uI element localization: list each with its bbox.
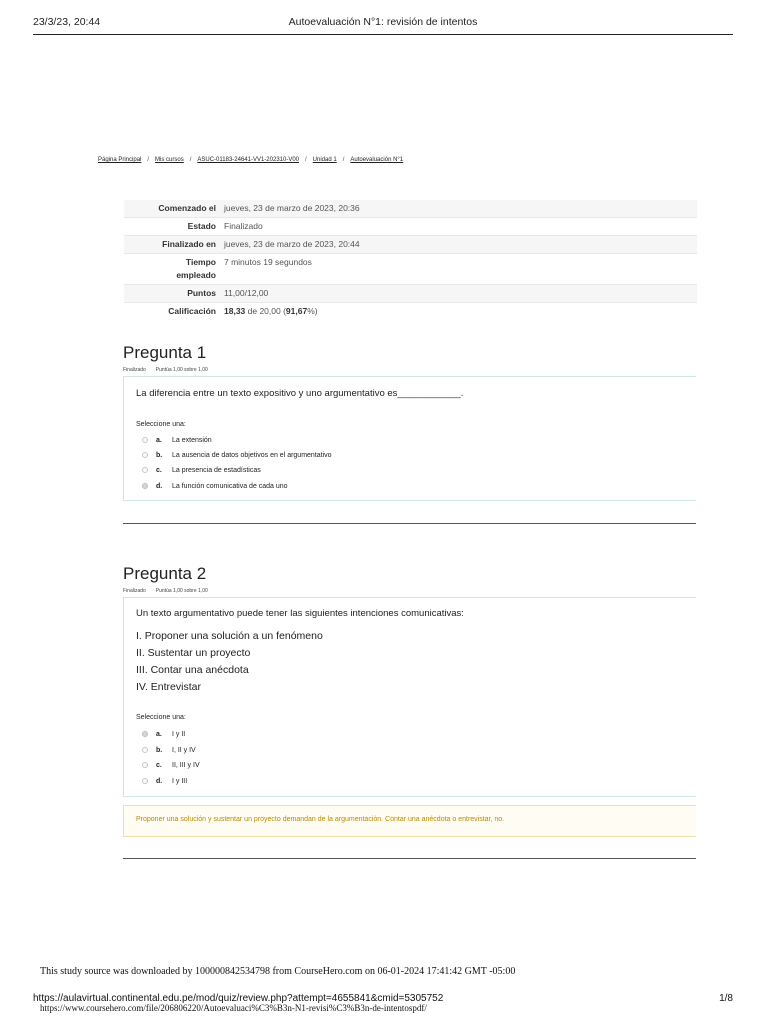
- radio-icon[interactable]: [142, 452, 148, 458]
- question-1-text: La diferencia entre un texto expositivo y uno argumentativo es____________.: [136, 388, 464, 399]
- breadcrumb-unit[interactable]: Unidad 1: [312, 157, 337, 163]
- radio-selected-icon[interactable]: [142, 731, 148, 737]
- radio-icon[interactable]: [142, 747, 148, 753]
- question-2-option-d[interactable]: d. I y III: [142, 775, 187, 787]
- breadcrumb: Página Principal / Mis cursos / ASUC-01183-24641-VV1-202310-V00 / Unidad 1 / Autoevaluación N°1: [98, 157, 404, 163]
- question-2-points: Puntúa 1,00 sobre 1,00: [155, 588, 208, 594]
- question-2-line-4: IV. Entrevistar: [136, 681, 201, 693]
- question-1-select-label: Seleccione una:: [136, 421, 186, 428]
- breadcrumb-quiz[interactable]: Autoevaluación N°1: [350, 157, 404, 163]
- question-divider: [123, 523, 696, 524]
- question-2-option-a[interactable]: a. I y II: [142, 728, 185, 740]
- radio-icon[interactable]: [142, 762, 148, 768]
- summary-row-time: Tiempo empleado 7 minutos 19 segundos: [124, 254, 697, 285]
- feedback-text: Proponer una solución y sustentar un proyecto demandan de la argumentación. Contar una anécdota o entrevistar, no.: [136, 816, 505, 823]
- radio-icon[interactable]: [142, 437, 148, 443]
- question-2-box: [123, 597, 696, 797]
- footer-url-secondary: https://www.coursehero.com/file/206806220/Autoevaluaci%C3%B3n-N1-revisi%C3%B3n-de-intentospdf/: [40, 1003, 427, 1013]
- question-1-option-b[interactable]: b. La ausencia de datos objetivos en el argumentativo: [142, 449, 332, 461]
- question-2-status: Finalizado: [123, 588, 146, 594]
- question-2-text: Un texto argumentativo puede tener las siguientes intenciones comunicativas:: [136, 608, 464, 619]
- summary-row-points: Puntos 11,00/12,00: [124, 285, 697, 303]
- print-header: [33, 16, 733, 30]
- question-2-select-label: Seleccione una:: [136, 714, 186, 721]
- summary-row-started: Comenzado el jueves, 23 de marzo de 2023, 20:36: [124, 200, 697, 218]
- question-divider: [123, 858, 696, 859]
- question-1-status: Finalizado: [123, 367, 146, 373]
- question-2-line-1: I. Proponer una solución a un fenómeno: [136, 630, 323, 642]
- attempt-summary-table: [124, 200, 697, 320]
- footer-page-number: 1/8: [719, 993, 733, 1004]
- breadcrumb-course[interactable]: ASUC-01183-24641-VV1-202310-V00: [197, 157, 299, 163]
- question-2-line-3: III. Contar una anécdota: [136, 664, 249, 676]
- summary-row-grade: Calificación 18,33 de 20,00 (91,67%): [168, 306, 318, 316]
- question-1-option-d[interactable]: d. La función comunicativa de cada uno: [142, 480, 288, 492]
- question-1-points: Puntúa 1,00 sobre 1,00: [155, 367, 208, 373]
- question-2-option-c[interactable]: c. II, III y IV: [142, 759, 200, 771]
- breadcrumb-my-courses[interactable]: Mis cursos: [155, 157, 184, 163]
- question-1-option-a[interactable]: a. La extensión: [142, 434, 212, 446]
- print-title: Autoevaluación N°1: revisión de intentos: [288, 16, 478, 28]
- question-1-title: Pregunta 1: [123, 343, 207, 362]
- question-2-line-2: II. Sustentar un proyecto: [136, 647, 251, 659]
- radio-icon[interactable]: [142, 467, 148, 473]
- question-1-box: [123, 376, 696, 501]
- question-2-title: Pregunta 2: [123, 564, 207, 583]
- source-note: This study source was downloaded by 100000842534798 from CourseHero.com on 06-01-2024 17:41:42 GMT -05:00: [40, 966, 516, 977]
- footer-url: https://aulavirtual.continental.edu.pe/mod/quiz/review.php?attempt=4655841&cmid=5305752: [33, 993, 444, 1004]
- print-datetime: 23/3/23, 20:44: [33, 16, 101, 28]
- question-2-feedback: [123, 805, 696, 837]
- question-2-meta: [123, 588, 208, 594]
- radio-selected-icon[interactable]: [142, 483, 148, 489]
- breadcrumb-home[interactable]: Página Principal: [98, 157, 142, 163]
- question-1-option-c[interactable]: c. La presencia de estadísticas: [142, 464, 261, 476]
- question-1-meta: [123, 367, 208, 373]
- summary-row-state: Estado Finalizado: [124, 218, 697, 236]
- radio-icon[interactable]: [142, 778, 148, 784]
- summary-row-finished: Finalizado en jueves, 23 de marzo de 2023, 20:44: [124, 236, 697, 254]
- header-rule: [33, 34, 733, 35]
- question-2-option-b[interactable]: b. I, II y IV: [142, 744, 196, 756]
